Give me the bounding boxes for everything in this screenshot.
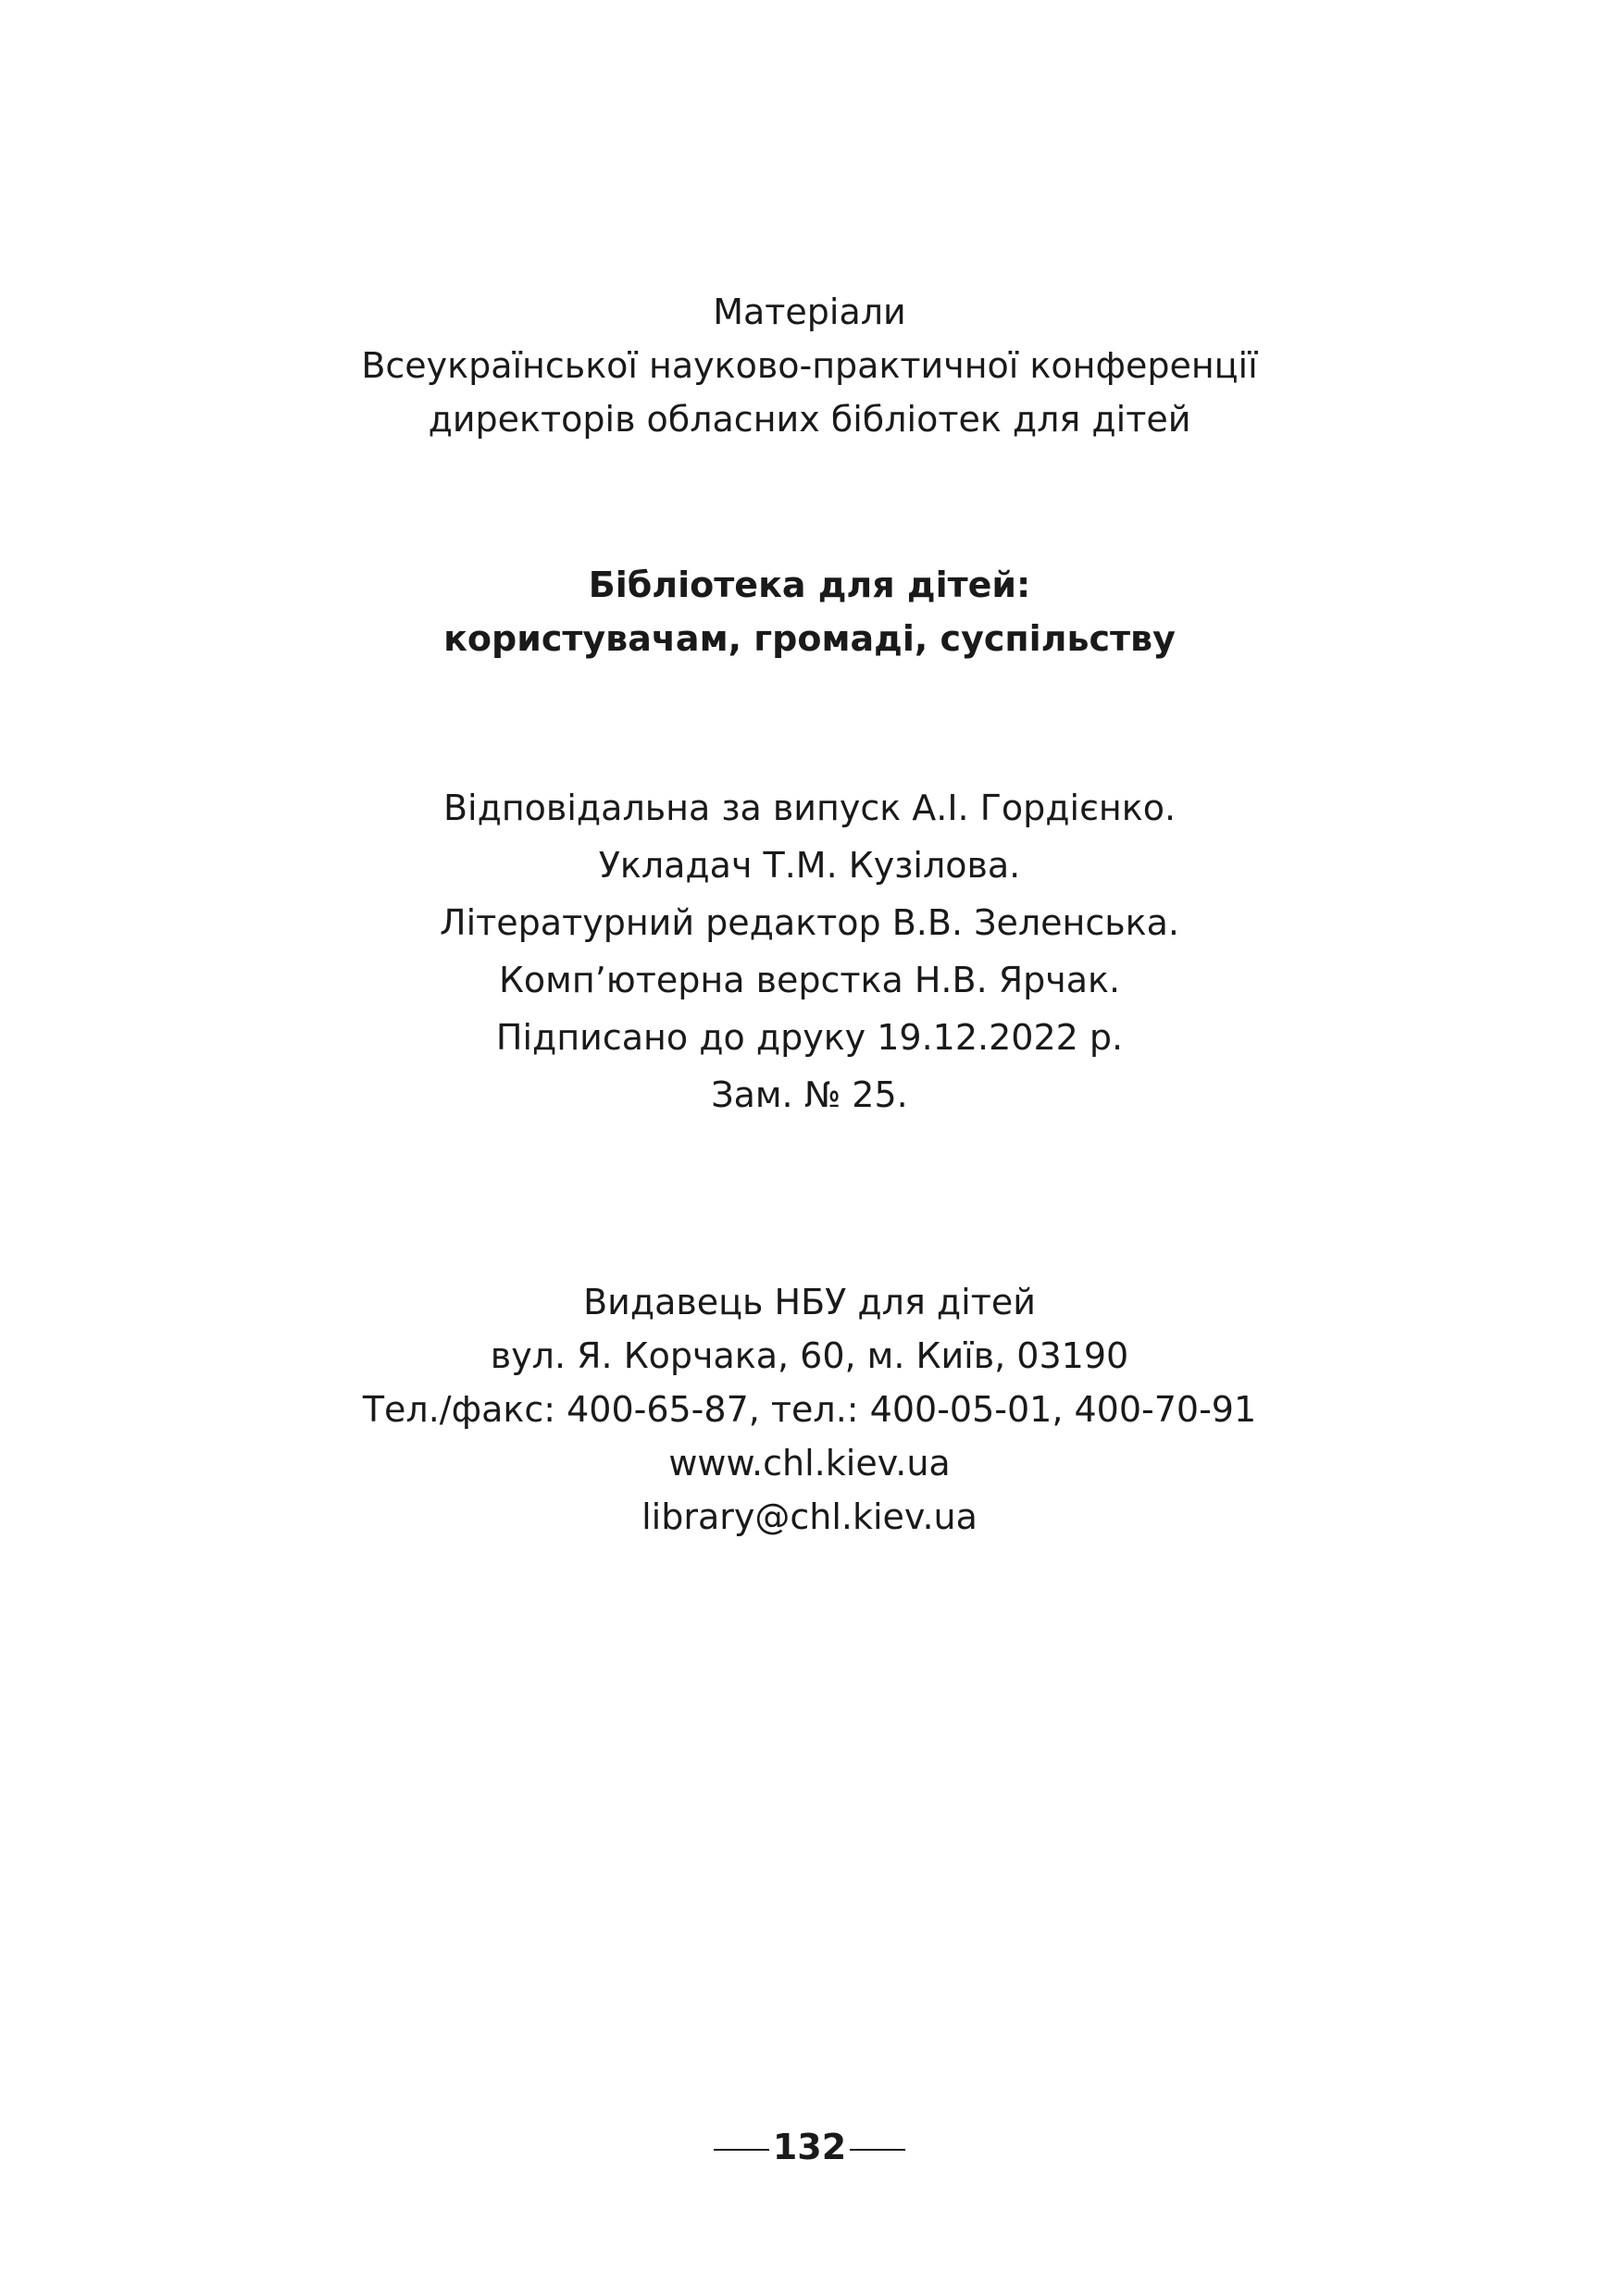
credit-order-number: Зам. № 25. (711, 1074, 908, 1115)
publisher-website: www.chl.kiev.ua (668, 1443, 951, 1483)
publication-title (0, 558, 1619, 665)
intro-line: Всеукраїнської науково-практичної конференції (361, 345, 1258, 386)
credit-layout: Комп’ютерна верстка Н.В. Ярчак. (498, 960, 1121, 1000)
credit-responsible: Відповідальна за випуск А.І. Гордієнко. (442, 788, 1177, 828)
credit-compiler: Укладач Т.М. Кузілова. (598, 845, 1021, 886)
title-line: Бібліотека для дітей: (588, 565, 1031, 605)
intro-line: Матеріали (713, 292, 906, 332)
publisher-name: Видавець НБУ для дітей (583, 1282, 1036, 1322)
page-number-value: 132 (772, 2127, 847, 2167)
publisher-phones: Тел./факс: 400-65-87, тел.: 400-05-01, 400-70-91 (362, 1389, 1257, 1430)
publisher-section (0, 1275, 1619, 1544)
credit-editor: Літературний редактор В.В. Зеленська. (440, 902, 1179, 943)
publisher-email: library@chl.kiev.ua (641, 1496, 978, 1537)
title-line: користувачам, громаді, суспільству (443, 618, 1176, 659)
publisher-address: вул. Я. Корчака, 60, м. Київ, 03190 (490, 1335, 1129, 1376)
credit-signed-date: Підписано до друку 19.12.2022 р. (495, 1017, 1124, 1058)
page-number-rule-right (850, 2149, 905, 2151)
page-number (0, 2127, 1619, 2167)
conference-materials-heading (0, 285, 1619, 446)
page-number-rule-left (714, 2149, 769, 2151)
credits-section (0, 779, 1619, 1123)
intro-line: директорів обласних бібліотек для дітей (428, 399, 1191, 440)
